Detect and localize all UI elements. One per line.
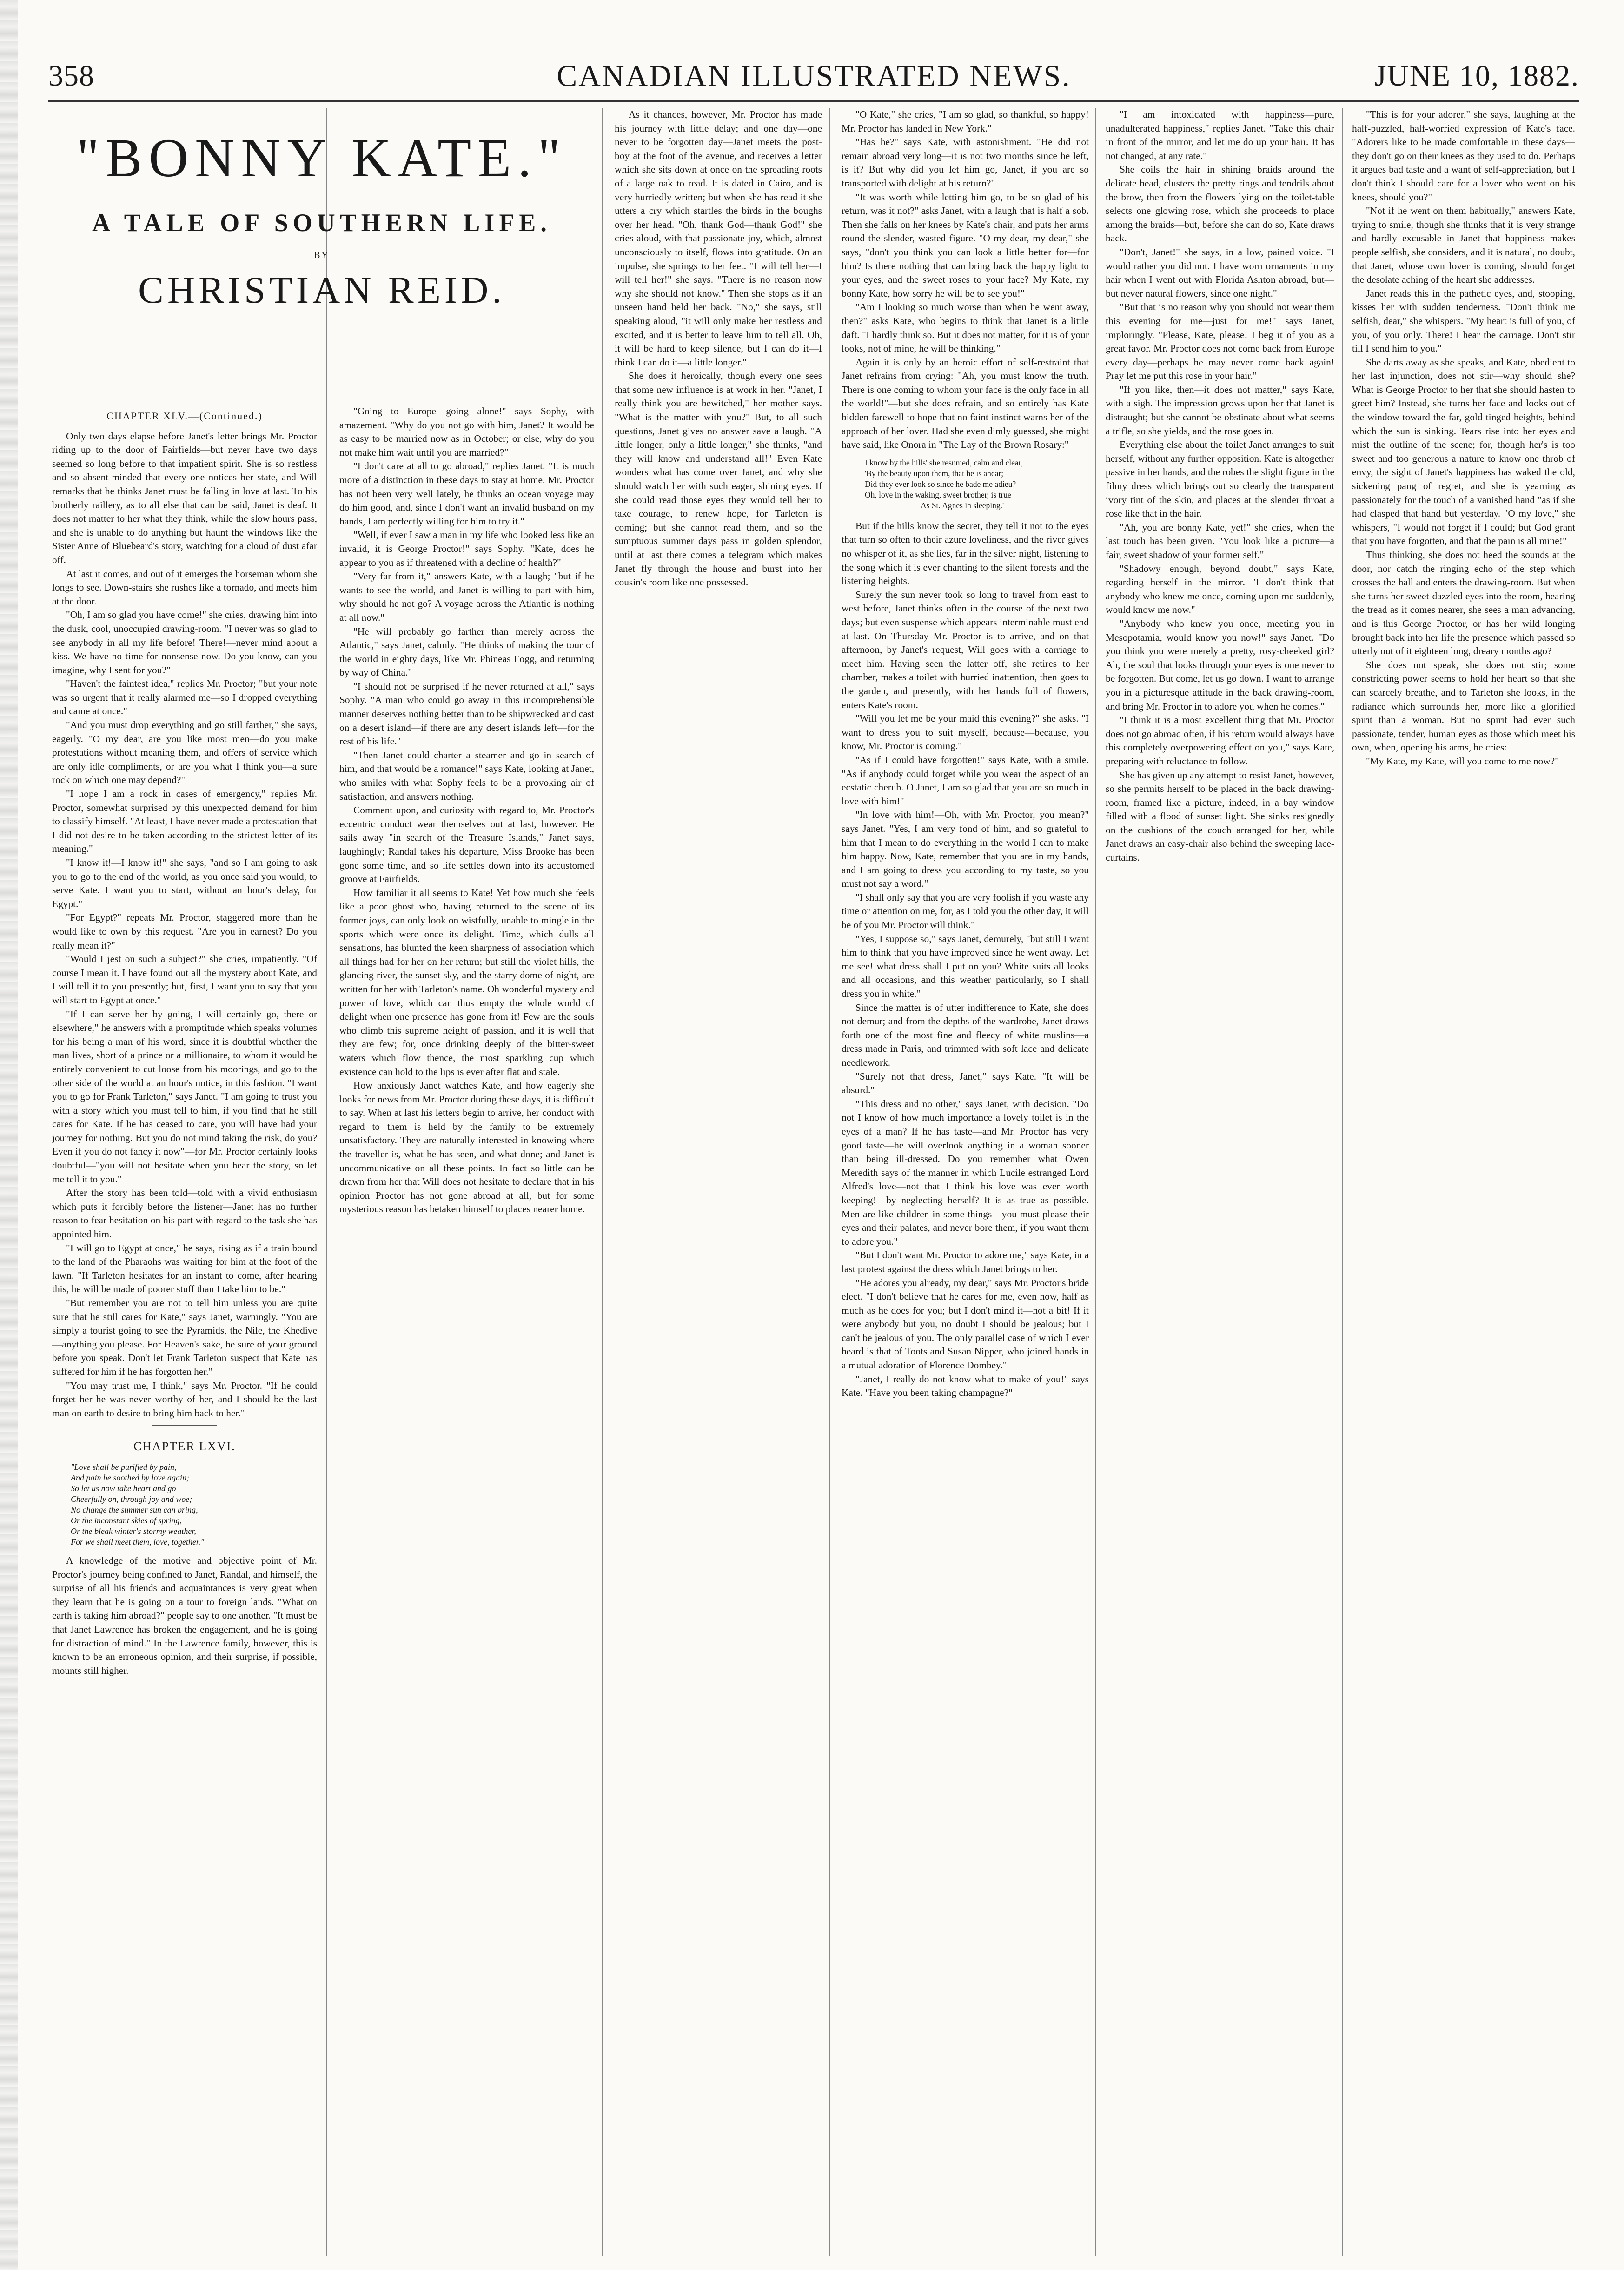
epigraph-line: For we shall meet them, love, together.": [71, 1537, 204, 1547]
paragraph: "O Kate," she cries, "I am so glad, so thankful, so happy! Mr. Proctor has landed in New York.": [842, 109, 1089, 134]
paragraph: "And you must drop everything and go still farther," she says, eagerly. "O my dear, are you like most men—do you make protestations without meaning them, and offers of service which are only idle compliments, or are you what I think you—a sure rock on which one may depend?": [52, 719, 317, 786]
poem-line: 'By the beauty upon them, that he is anear;: [865, 468, 1004, 478]
column-4-text: [842, 108, 1089, 2258]
paragraph: "As if I could have forgotten!" says Kate, with a smile. "As if anybody could forget while you wear the aspect of an ecstatic cherub. O Janet, I am so glad that you are so much in love with him!": [842, 754, 1089, 807]
paragraph: "Ah, you are bonny Kate, yet!" she cries, when the last touch has been given. "You look like a picture—a fair, sweet shadow of your former self.": [1106, 521, 1334, 560]
epigraph-line: So let us now take heart and go: [71, 1483, 176, 1493]
poem-line: As St. Agnes in sleeping.': [921, 500, 1004, 510]
poem-quotation: [842, 458, 1089, 511]
paragraph: "This is for your adorer," she says, laughing at the half-puzzled, half-worried expression of Kate's face. "Adorers like to be made comfortable in these days—they don't go on their knees as they used to do. Perhaps it argues bad taste and a want of self-appreciation, but I don't think I should care for a lover who went on his knees, should you?": [1352, 109, 1575, 203]
paragraph: She does it heroically, though every one sees that some new influence is at work in her. "Janet, I really think you are bewitched," her mother says. "What is the matter with you?" But, to all such questions, Janet gives no answer save a laugh. "A little longer, only a little longer," she thinks, "and they will know and understand all!" Even Kate wonders what has come over Janet, and why she should watch her with such eager, shining eyes. If she could read those eyes they would tell her to take courage, to renew hope, for Tarleton is coming; but she cannot read them, and so the sumptuous summer days pass in golden splendor, until at last there comes a telegram which makes Janet fly through the house and burst into her cousin's room like one possessed.: [615, 370, 822, 588]
paragraph: "Anybody who knew you once, meeting you in Mesopotamia, would know you now!" says Janet. "Do you think you were merely a pretty, rosy-cheeked girl? Ah, the soul that looks through your eyes is one never to be forgotten. But come, let us go down. I want to arrange you in a picturesque attitude in the back drawing-room, and bring Mr. Proctor in to adore you when he comes.": [1106, 617, 1334, 712]
chapter-heading: CHAPTER LXVI.: [133, 1440, 236, 1454]
paragraph: "Going to Europe—going alone!" says Sophy, with amazement. "Why do you not go with him, Janet? It would be as easy to be married now as in October; or else, why do you not make him wait until you are married?": [339, 405, 594, 458]
section-divider: [152, 1425, 217, 1426]
paragraph: "You may trust me, I think," says Mr. Proctor. "If he could forget her he was never worthy of her, and I should be the last man on earth to desire to bring him back to her.": [52, 1380, 317, 1419]
chapter-epigraph: [52, 1462, 317, 1547]
issue-date: JUNE 10, 1882.: [1374, 59, 1579, 92]
paragraph: "Don't, Janet!" she says, in a low, pained voice. "I would rather you did not. I have worn ornaments in my hair when I went out with Florida Ashton abroad, but—but never natural flowers, since one night.": [1106, 246, 1334, 299]
column-5-text: [1106, 108, 1334, 2258]
epigraph-line: Cheerfully on, through joy and woe;: [71, 1494, 192, 1504]
paragraph: "I know it!—I know it!" she says, "and so I am going to ask you to go to the end of the world, as you once said you would, to serve Kate. I want you to start, without an hour's delay, for Egypt.": [52, 857, 317, 909]
paragraph: At last it comes, and out of it emerges the horseman whom she longs to see. Down-stairs she rushes like a tornado, and meets him at the door.: [52, 568, 317, 607]
paragraph: "I hope I am a rock in cases of emergency," replies Mr. Proctor, somewhat surprised by this unexpected demand for him to classify himself. "At least, I have never made a protestation that I did not desire to be taken according to the strictest letter of its meaning.": [52, 788, 317, 855]
paragraph: "Surely not that dress, Janet," says Kate. "It will be absurd.": [842, 1070, 1089, 1096]
paragraph: "Well, if ever I saw a man in my life who looked less like an invalid, it is George Proctor!" says Sophy. "Kate, does he appear to you as if threatened with a decline of health?": [339, 529, 594, 568]
paragraph: But if the hills know the secret, they tell it not to the eyes that turn so often to their azure loveliness, and the river gives no whisper of it, as she lies, far in the silver night, listening to the song which it is ever chanting to the silent forests and the listening heights.: [842, 520, 1089, 587]
paragraph: After the story has been told—told with a vivid enthusiasm which puts it forcibly before the listener—Janet has no further reason to fear hesitation on his part with regard to the task she has appointed him.: [52, 1187, 317, 1240]
paragraph: "Haven't the faintest idea," replies Mr. Proctor; "but your note was so urgent that it really alarmed me—so I dropped everything and came at once.": [52, 678, 317, 717]
epigraph-line: Or the inconstant skies of spring,: [71, 1515, 182, 1525]
paragraph: "But I don't want Mr. Proctor to adore me," says Kate, in a last protest against the dress which Janet brings to her.: [842, 1249, 1089, 1274]
paragraph: She does not speak, she does not stir; some constricting power seems to hold her heart so that she can scarcely breathe, and to Tarleton she looks, in the radiance which surrounds her, more like a glorified spirit than a woman. But no spirit had ever such passionate, tender, human eyes as those which meet his own, when, opening his arms, he cries:: [1352, 659, 1575, 753]
paragraph: "Am I looking so much worse than when he went away, then?" asks Kate, who begins to think that Janet is a little daft. "I hardly think so. But it does not matter, for it is of your looks, not of mine, he will be thinking.": [842, 301, 1089, 354]
paragraph: Comment upon, and curiosity with regard to, Mr. Proctor's eccentric conduct wear themselves out at last, however. He sails away "in search of the Treasure Islands," Janet says, laughingly; Randal takes his departure, Miss Brooke has been gone some time, and so life settles down into its accustomed groove at Fairfields.: [339, 804, 594, 885]
paragraph: "Shadowy enough, beyond doubt," says Kate, regarding herself in the mirror. "I don't think that anybody who knew me once, coming upon me suddenly, would know me now.": [1106, 563, 1334, 616]
paragraph: "For Egypt?" repeats Mr. Proctor, staggered more than he would like to own by this request. "Are you in earnest? Do you really mean it?": [52, 912, 317, 951]
column-3-text: [615, 108, 822, 2258]
paragraph: "I am intoxicated with happiness—pure, unadulterated happiness," replies Janet. "Take this chair in front of the mirror, and let me do up your hair. It has not changed, at any rate.": [1106, 109, 1334, 161]
paragraph: "He adores you already, my dear," says Mr. Proctor's bride elect. "I don't believe that he cares for me, even now, half as much as he does for you; but I don't mind it—not a bit! If it were anybody but you, no doubt I should be jealous; but I can't be jealous of you. The only parallel case of which I ever heard is that of Toots and Susan Nipper, who joined hands in a mutual adoration of Florence Dombey.": [842, 1277, 1089, 1371]
paragraph: "I think it is a most excellent thing that Mr. Proctor does not go abroad often, if his return would always have this completely overpowering effect on you," says Kate, preparing with reluctance to follow.: [1106, 714, 1334, 767]
paragraph: "Would I jest on such a subject?" she cries, impatiently. "Of course I mean it. I have found out all the mystery about Kate, and I will tell it to you presently; but, first, I want you to say that you will start to Egypt at once.": [52, 953, 317, 1006]
paragraph: She coils the hair in shining braids around the delicate head, clusters the pretty rings and tendrils about the brow, then from the flowers lying on the toilet-table selects one glowing rose, which she proceeds to place among the braids—but, before she can do so, Kate draws back.: [1106, 164, 1334, 244]
paragraph: A knowledge of the motive and objective point of Mr. Proctor's journey being confined to Janet, Randal, and himself, the surprise of all his friends and acquaintances is very great when they learn that he is going on a tour to foreign lands. "What on earth is taking him abroad?" people say to one another. "It must be that Janet Lawrence has broken the engagement, and he is going for distraction of mind." In the Lawrence family, however, this is known to be an erroneous opinion, and their surprise, if possible, mounts still higher.: [52, 1554, 317, 1676]
paragraph: Only two days elapse before Janet's letter brings Mr. Proctor riding up to the door of Fairfields—but never have two days seemed so long before to that impatient spirit. She is so restless and so absent-minded that every one notices her state, and Will remarks that he thinks Janet must be falling in love at last. To his brotherly raillery, as to all else that can be said, Janet is deaf. It does not matter to her what they think, while the slow hours pass, and she is unable to do anything but haunt the windows like the Sister Anne of Bluebeard's story, watching for a cloud of dust afar off.: [52, 430, 317, 565]
paragraph: How anxiously Janet watches Kate, and how eagerly she looks for news from Mr. Proctor during these days, it is difficult to say. When at last his letters begin to arrive, her conduct with regard to them is held by the family to be extremely unsatisfactory. They are naturally interested in knowing where the traveller is, what he has seen, and what done; and Janet is uncommunicative on all these points. In fact so little can be drawn from her that Will does not hesitate to declare that in his opinion Proctor has not gone abroad at all, but for some mysterious reason has betaken himself to places nearer home.: [339, 1080, 594, 1215]
paragraph: "Will you let me be your maid this evening?" she asks. "I want to dress you to suit myself, because—because, you know, Mr. Proctor is coming.": [842, 713, 1089, 752]
paragraph: "Not if he went on them habitually," answers Kate, trying to smile, though she thinks that it is very strange and hardly excusable in Janet that happiness makes people selfish, she considers, and it is natural, no doubt, that Janet, whose own lover is coming, should forget the desolate aching of the heart she addresses.: [1352, 205, 1575, 285]
column-rule: [1342, 108, 1343, 2256]
publication-title: CANADIAN ILLUSTRATED NEWS.: [557, 59, 1071, 93]
paragraph: "Has he?" says Kate, with astonishment. "He did not remain abroad very long—it is not two months since he left, is it? But why did you let him go, Janet, if you are so transported with delight at his return?": [842, 136, 1089, 189]
paragraph: "Yes, I suppose so," says Janet, demurely, "but still I want him to think that you have improved since he went away. Let me see! what dress shall I put on you? White suits all looks and all occasions, and this weather particularly, so I shall dress you in white.": [842, 933, 1089, 1000]
paragraph: "It was worth while letting him go, to be so glad of his return, was it not?" asks Janet, with a laugh that is half a sob. Then she falls on her knees by Kate's chair, and puts her arms round the slender, wasted figure. "O my dear, my dear," she says, "don't you think you can look a little better for—for him? Is there nothing that can bring back the happy light to your eyes, and the sweet roses to your face? My Kate, my bonny Kate, how sorry he will be to see you!": [842, 191, 1089, 299]
paragraph: "Janet, I really do not know what to make of you!" says Kate. "Have you been taking champagne?": [842, 1373, 1089, 1399]
column-6-text: [1352, 108, 1575, 2258]
paragraph: "But that is no reason why you should not wear them this evening for me—just for me!" says Janet, imploringly. "Please, Kate, please! I beg it of you as a great favor. Mr. Proctor does not come back from Europe every day—perhaps he may never come back again! Pray let me put this rose in your hair.": [1106, 301, 1334, 382]
paragraph: Thus thinking, she does not heed the sounds at the door, nor catch the ringing echo of the step which crosses the hall and enters the drawing-room. But when she turns her sweet-dazzled eyes into the room, hearing the tread as it comes nearer, she sees a man advancing, and is this George Proctor, or has her wild longing brought back into her life the presence which passed so utterly out of it eighteen long, dreary months ago?: [1352, 549, 1575, 657]
paragraph: "But remember you are not to tell him unless you are quite sure that he still cares for Kate," says Janet, warningly. "You are simply a tourist going to see the Pyramids, the Nile, the Khedive—anything you please. For Heaven's sake, be sure of your ground before you speak. Don't let Frank Tarleton suspect that Kate has suffered for him if he has forgotten her.": [52, 1297, 317, 1377]
page-header: [48, 59, 1579, 100]
paragraph: As it chances, however, Mr. Proctor has made his journey with little delay; and one day—one never to be forgotten day—Janet meets the post-boy at the foot of the avenue, and receives a letter which she sits down at once on the spreading roots of a large oak to read. It is dated in Cairo, and is very hurriedly written; but when she has read it she utters a cry which startles the birds in the boughs over her head. "Oh, thank God—thank God!" she cries aloud, with that passionate joy, which, almost unconsciously to itself, flows into gratitude. On an impulse, she springs to her feet. "I will tell her—I will tell her!" she says. "There is no reason now why she should not know." Then she stops as if an unseen hand held her back. "No," she says, still speaking aloud, "it will only make her restless and excited, and it is better to leave him to tell all. Oh, it will be hard to keep silence, but I can do it—I think I can do it—a little longer.": [615, 109, 822, 368]
story-title: "BONNY KATE.": [76, 127, 567, 188]
paragraph: Janet reads this in the pathetic eyes, and, stooping, kisses her with sudden tenderness. "Don't think me selfish, dear," she whispers. "My heart is full of you, of you, of you only. There! I hear the carriage. Don't stir till I send him to you.": [1352, 287, 1575, 354]
paragraph: "I should not be surprised if he never returned at all," says Sophy. "A man who could go away in this incomprehensible manner deserves nothing better than to be shipwrecked and cast on a desert island—if there are any desert islands left—for the rest of his life.": [339, 680, 594, 747]
column-2-text: [339, 405, 594, 2257]
column-rule: [326, 108, 327, 2256]
paragraph: "If you like, then—it does not matter," says Kate, with a sigh. The impression grows upon her that Janet is distraught; but she cannot be obstinate about what seems a trifle, so she yields, and the rose goes in.: [1106, 384, 1334, 437]
paragraph: "Oh, I am so glad you have come!" she cries, drawing him into the dusk, cool, unoccupied drawing-room. "I never was so glad to see anybody in all my life before! There!—never mind about a kiss. We have no time for nonsense now. Do you know, can you imagine, why I sent for you?": [52, 609, 317, 676]
column-rule: [1095, 108, 1096, 2256]
paragraph: She has given up any attempt to resist Janet, however, so she permits herself to be placed in the back drawing-room, framed like a picture, indeed, in a bay window filled with a flood of sunset light. She sinks resignedly on the cushions of the couch arranged for her, while Janet draws an easy-chair also behind the sweeping lace-curtains.: [1106, 769, 1334, 863]
story-author: CHRISTIAN REID.: [138, 269, 505, 311]
paragraph: "I don't care at all to go abroad," replies Janet. "It is much more of a distinction in these days to stay at home. Mr. Proctor has not been very well lately, he thinks an ocean voyage may do him good, and, since I don't want an invalid husband on my hands, I am perfectly willing for him to try it.": [339, 460, 594, 527]
paragraph: "In love with him!—Oh, with Mr. Proctor, you mean?" says Janet. "Yes, I am very fond of him, and so grateful to him that I mean to do everything in the world I can to make him happy. Now, Kate, remember that you are in my hands, and I am going to dress you according to my taste, so you must not say a word.": [842, 809, 1089, 889]
poem-line: Did they ever look so since he bade me adieu?: [865, 479, 1016, 489]
column-rule: [602, 108, 603, 2256]
column-rule: [829, 108, 830, 2256]
epigraph-line: Or the bleak winter's stormy weather,: [71, 1526, 196, 1536]
paragraph: "He will probably go farther than merely across the Atlantic," says Janet, calmly. "He thinks of making the tour of the world in eighty days, like Mr. Phineas Fogg, and returning by way of China.": [339, 625, 594, 678]
paragraph: Again it is only by an heroic effort of self-restraint that Janet refrains from crying: "Ah, you must know the truth. There is one coming to whom your face is the only face in all the world!"—but she does refrain, and so entirely has Kate bidden farewell to hope that no faint instinct warns her of the approach of her lover. Had she even dimly guessed, she might have said, like Onora in "The Lay of the Brown Rosary:": [842, 356, 1089, 451]
poem-line: Oh, love in the waking, sweet brother, is true: [865, 490, 1011, 499]
paragraph: "Very far from it," answers Kate, with a laugh; "but if he wants to see the world, and Janet is willing to part with him, why should he not go? A voyage across the Atlantic is nothing at all now.": [339, 571, 594, 623]
column-1-text: [52, 405, 317, 2257]
header-rule: [48, 100, 1579, 102]
paragraph: How familiar it all seems to Kate! Yet how much she feels like a poor ghost who, having returned to the scene of its former joys, can only look on wistfully, unable to mingle in the sports which were once its delight. Time, which dulls all sensations, has blunted the keen sharpness of association which all things had for her on her return; but still the violet hills, the glancing river, the sunset sky, and the starry dome of night, are written for her with Tarleton's name. Oh wonderful mystery and power of love, which can thus empty the whole world of delight when one presence has gone from it! Few are the souls who climb this supreme height of passion, and it is well that they are few; for, once drinking deeply of the bitter-sweet waters which flow thence, the most sparkling cup which existence can hold to the lips is ever after flat and stale.: [339, 887, 594, 1077]
epigraph-line: And pain be soothed by love again;: [71, 1473, 189, 1482]
epigraph-line: No change the summer sun can bring,: [71, 1505, 198, 1514]
binding-edge: [0, 0, 18, 2270]
poem-line: I know by the hills' she resumed, calm and clear,: [865, 458, 1023, 467]
paragraph: Since the matter is of utter indifference to Kate, she does not demur; and from the depths of the wardrobe, Janet draws forth one of the most fine and fleecy of white muslins—a dress made in Paris, and trimmed with soft lace and delicate needlework.: [842, 1002, 1089, 1068]
paragraph: Everything else about the toilet Janet arranges to suit herself, without any further opposition. Kate is altogether passive in her hands, and the robes the slight figure in the filmy dress which brings out so clearly the transparent ivory tint of the skin, and places at the slender throat a rose like that in the hair.: [1106, 439, 1334, 519]
paragraph: "I shall only say that you are very foolish if you waste any time or attention on me, for, as I told you the other day, it will be of you Mr. Proctor will think.": [842, 891, 1089, 931]
story-title-block: [52, 108, 591, 392]
page-number: 358: [48, 59, 94, 92]
paragraph: "This dress and no other," says Janet, with decision. "Do not I know of how much importance a lovely toilet is in the eyes of a man? If he has taste—and Mr. Proctor has very good taste—he will overlook anything in a woman sooner than being ill-dressed. Do you remember what Owen Meredith says of the manner in which Lucile estranged Lord Alfred's love—not that I think his love was ever worth keeping!—by neglecting herself? It is as true as possible. Men are like children in some things—you must please their eyes and their palates, and never bore them, if you want them to adore you.": [842, 1098, 1089, 1247]
story-subtitle: A TALE OF SOUTHERN LIFE.: [92, 209, 551, 237]
paragraph: "Then Janet could charter a steamer and go in search of him, and that would be a romance!" says Kate, looking at Janet, who smiles with what Sophy feels to be a provoking air of satisfaction, and answers nothing.: [339, 749, 594, 802]
paragraph: "I will go to Egypt at once," he says, rising as if a train bound to the land of the Pharaohs was waiting for him at the foot of the lawn. "If Tarleton hesitates for an instant to come, after hearing this, he will be made of poorer stuff than I take him to be.": [52, 1242, 317, 1295]
chapter-heading: CHAPTER XLV.—(Continued.): [106, 410, 263, 422]
paragraph: "My Kate, my Kate, will you come to me now?": [1366, 755, 1559, 767]
paragraph: She darts away as she speaks, and Kate, obedient to her last injunction, does not stir—why should she? What is George Proctor to her that she should hasten to greet him? Instead, she turns her face and looks out of the window toward the far, gold-tinged heights, behind which the sun is sinking. Tears rise into her eyes and mist the outline of the scene; for, though her's is too sweet and too generous a nature to know one throb of envy, the sight of Janet's happiness has waked the old, sickening pang of regret, and she is yearning as passionately for the touch of a vanished hand "as if she had clasped that hand but yesterday. "O my love," she whispers, "I would not forget if I could; but God grant that you have forgotten, and that the pain is all mine!": [1352, 356, 1575, 547]
paragraph: "If I can serve her by going, I will certainly go, there or elsewhere," he answers with a promptitude which speaks volumes for his being a man of his word, since it is doubtful whether the man lives, short of a prince or a millionaire, to whom it would be entirely convenient to cut loose from his moorings, and go to the other side of the world at an hour's notice, in this fashion. "I want you to go for Frank Tarleton," says Janet. "I am going to trust you with a story which you must tell to him, if you find that he still cares for Kate. If he has ceased to care, you will have had your journey for nothing. But you do not mind taking the risk, do you? Even if you do not fancy it now"—for Mr. Proctor certainly looks doubtful—"you will not hesitate when you hear the story, so let me tell it to you.": [52, 1008, 317, 1185]
byline-label: BY: [314, 250, 330, 260]
epigraph-line: "Love shall be purified by pain,: [71, 1462, 177, 1472]
paragraph: Surely the sun never took so long to travel from east to west before, Janet thinks often in the course of the next two days; but even suspense which appears interminable must end at last. On Thursday Mr. Proctor is to arrive, and on that afternoon, by Janet's request, Will goes with a carriage to meet him. Having seen the latter off, she retires to her chamber, makes a toilet with hurried inattention, then goes to the garden, and presently, with her hands full of flowers, enters Kate's room.: [842, 589, 1089, 710]
